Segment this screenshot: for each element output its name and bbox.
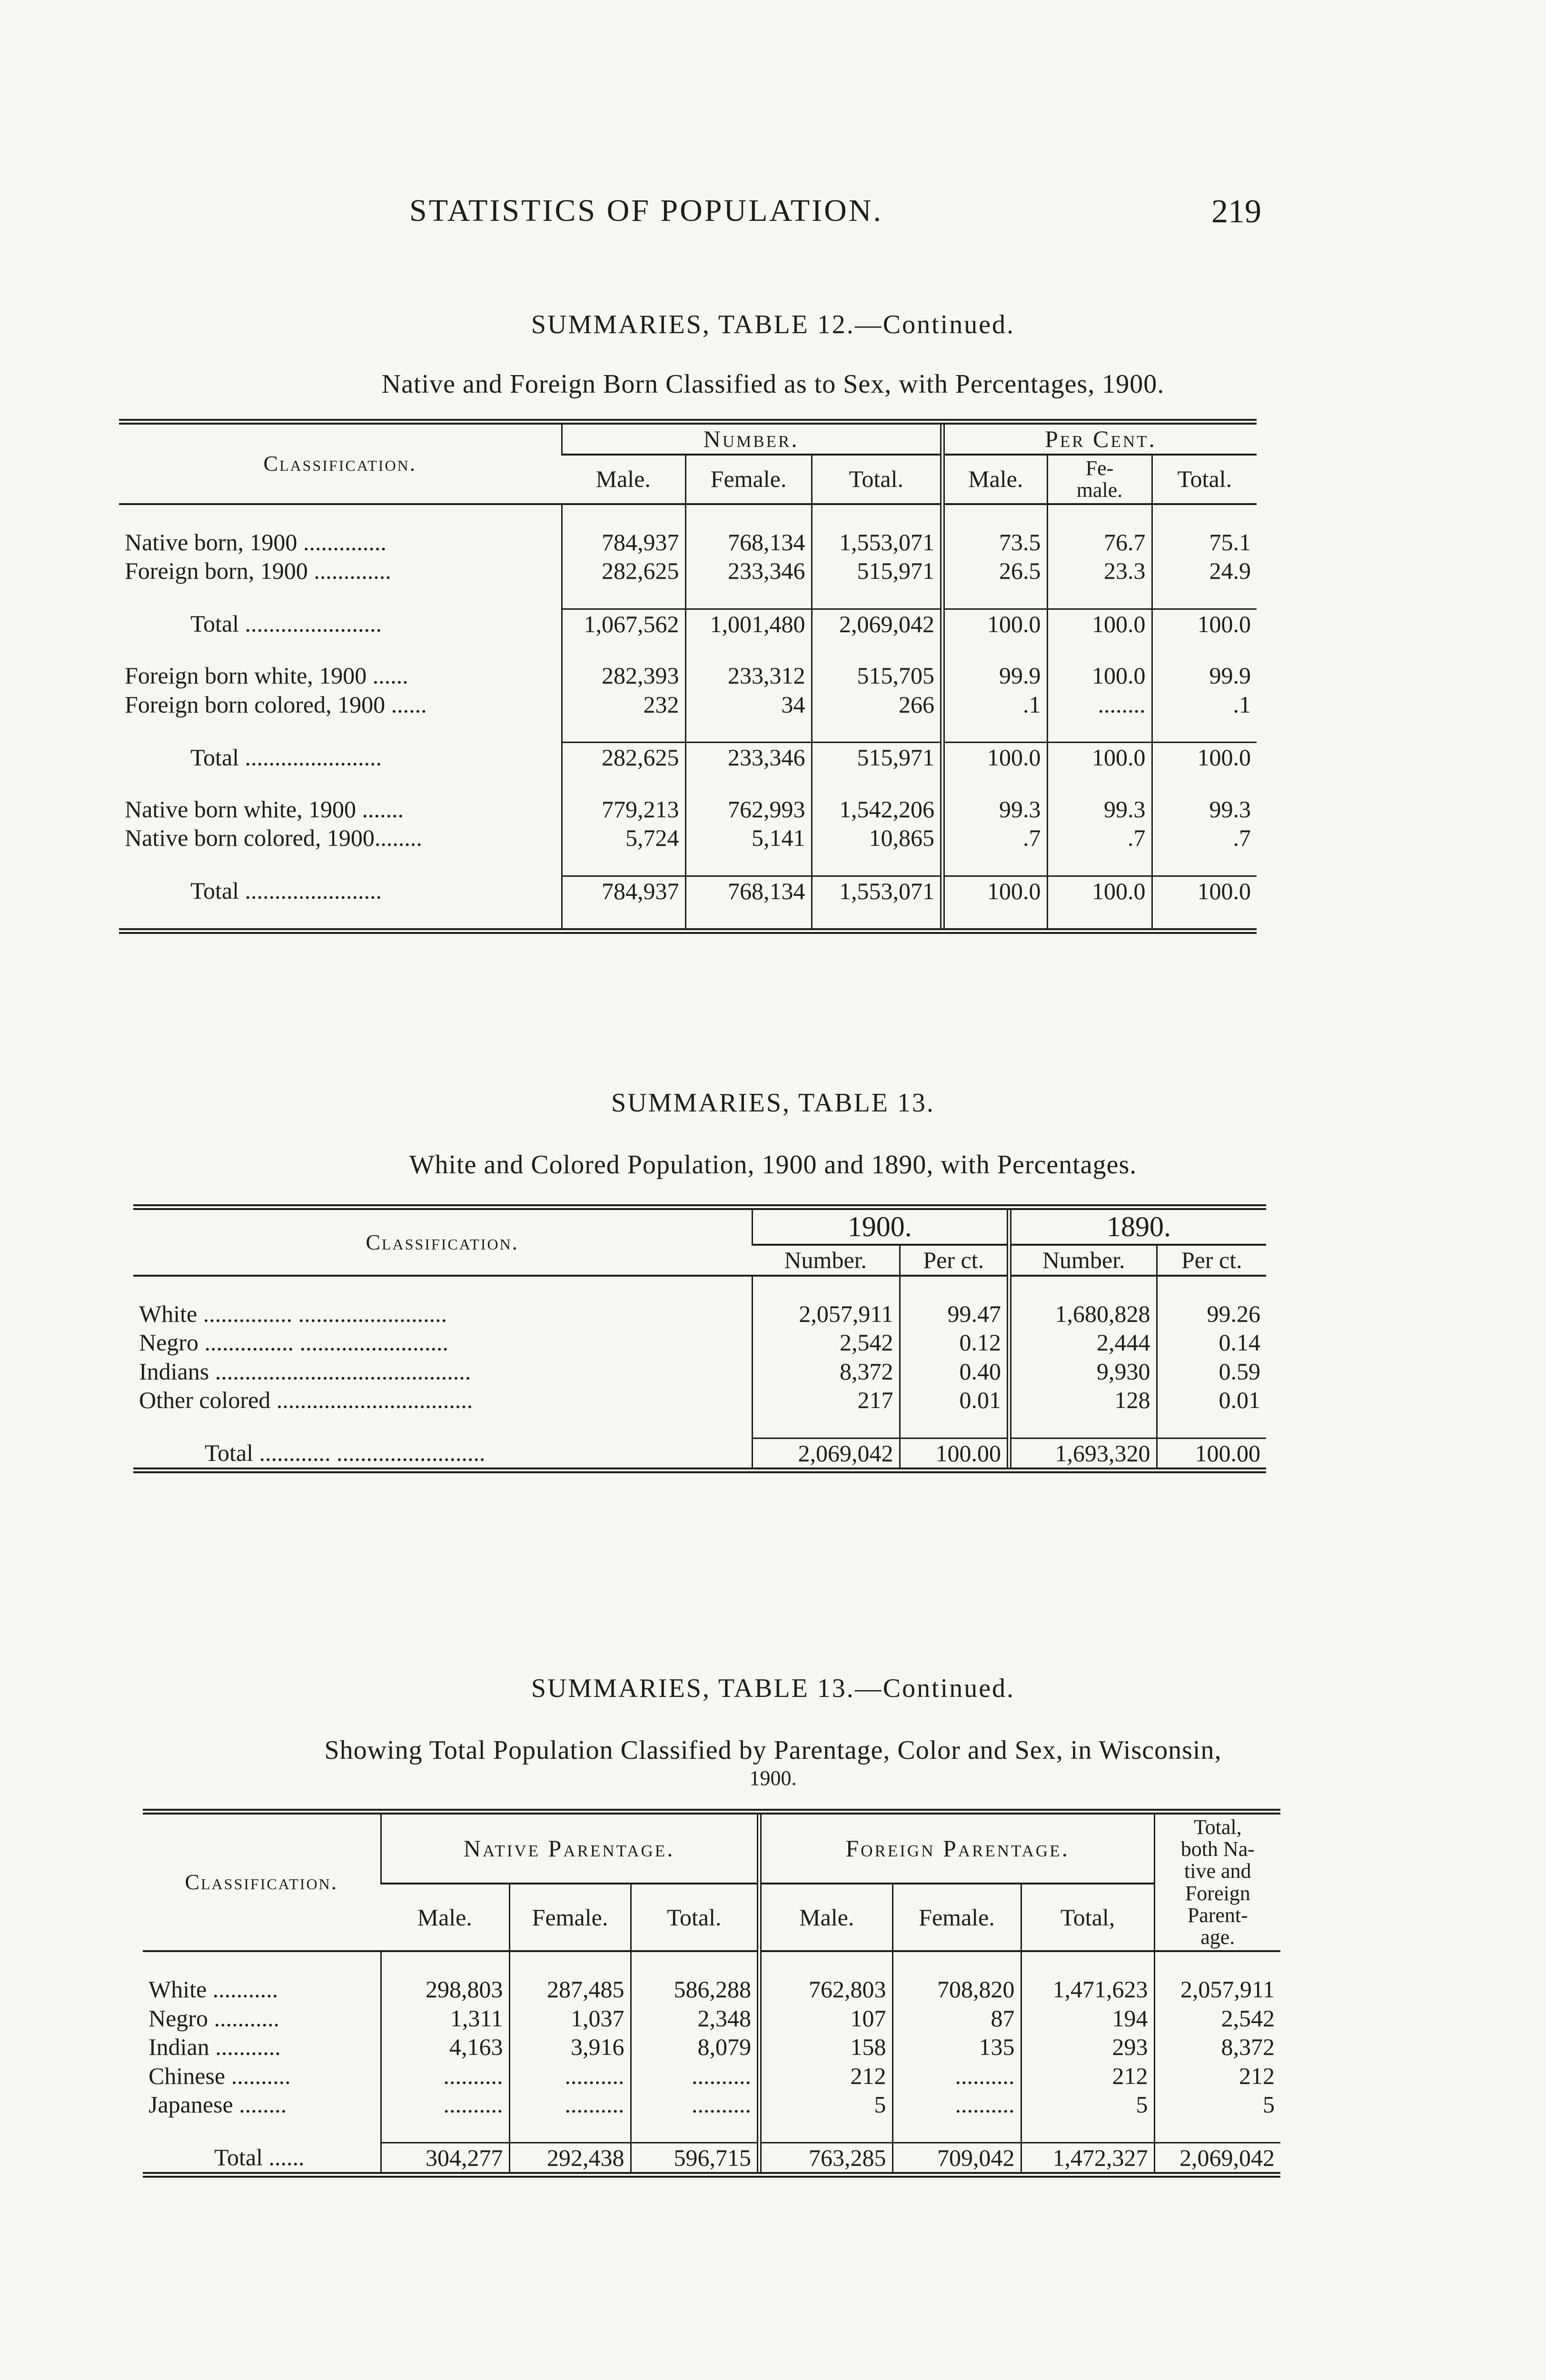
cell-value: 768,134 [685,528,812,557]
cell-value: 76.7 [1047,528,1152,557]
cell-value: 1,311 [381,2004,509,2033]
cell-value: .1 [1152,690,1257,719]
cell-value: 298,803 [381,1975,509,2004]
col-header: Number. [1009,1245,1157,1276]
spacer-row [133,1415,1266,1438]
spacer-row [119,772,1257,795]
row-label: Foreign born white, 1900 ...... [125,662,408,689]
cell-value: .......... [509,2090,631,2119]
cell-value: .......... [892,2062,1021,2091]
col-header: Male. [942,455,1047,504]
cell-value: 158 [759,2033,892,2062]
cell-value: 596,715 [631,2142,759,2175]
col-header: Male. [381,1884,509,1951]
table12-caption: SUMMARIES, TABLE 12.—Continued. [531,310,1015,339]
row-label: Foreign born, 1900 ............. [125,557,391,585]
cell-value: 292,438 [509,2142,631,2175]
cell-value: 763,285 [759,2142,892,2175]
cell-value: 779,213 [562,795,685,824]
cell-value: 1,472,327 [1021,2142,1154,2175]
row-label: Negro ........... [149,2004,279,2032]
cell-value: 5,724 [562,823,685,853]
row-label: Native born colored, 1900........ [125,824,422,852]
cell-value: 99.47 [900,1299,1009,1329]
row-label: Native born, 1900 .............. [125,528,386,555]
cell-value: 100.0 [1152,743,1257,772]
table-row [119,690,1257,719]
cell-value: 515,971 [812,556,942,585]
cell-value: 2,057,911 [1154,1975,1280,2004]
spacer-row [119,504,1257,528]
row-label: Total ....................... [190,877,382,904]
cell-value: 99.9 [1152,661,1257,690]
cell-value: 9,930 [1009,1357,1157,1386]
cell-value: 100.0 [942,609,1047,638]
cell-value: 99.9 [942,661,1047,690]
cell-value: 212 [1154,2062,1280,2091]
cell-value: 107 [759,2004,892,2033]
year-1900-header: 1900. [752,1207,1009,1245]
cell-value: 282,625 [562,556,685,585]
row-label: White ............... ......................... [139,1300,447,1327]
spacer-row [119,719,1257,743]
total-row [133,1438,1266,1470]
table-row [143,2090,1280,2119]
cell-value: 24.9 [1152,556,1257,585]
cell-value: 0.40 [900,1357,1009,1386]
cell-value: 2,069,042 [1154,2142,1280,2175]
page-header [114,188,1261,245]
cell-value: 266 [812,690,942,719]
cell-value: 2,542 [752,1328,900,1357]
cell-value: 232 [562,690,685,719]
cell-value: 233,312 [685,661,812,690]
cell-value: 586,288 [631,1975,759,2004]
table-row [143,2004,1280,2033]
cell-value: 194 [1021,2004,1154,2033]
cell-value: 1,553,071 [812,528,942,557]
cell-value: 233,346 [685,556,812,585]
cell-value: .7 [1047,823,1152,853]
table-row [119,823,1257,853]
row-label: Other colored ................................. [139,1387,473,1413]
cell-value: 2,069,042 [812,609,942,638]
cell-value: .......... [381,2062,509,2091]
table-row [143,2062,1280,2091]
col-header: Male. [562,455,685,504]
spacer-row [119,853,1257,876]
col-header: Number. [752,1245,900,1276]
cell-value: 128 [1009,1386,1157,1415]
cell-value: 100.0 [942,876,1047,905]
row-label: Total ....................... [190,610,382,637]
cell-value: .1 [942,690,1047,719]
cell-value: 0.01 [1157,1386,1266,1415]
total-row [119,876,1257,905]
table-row [143,1975,1280,2004]
cell-value: .......... [509,2062,631,2091]
row-label: Native born white, 1900 ....... [125,795,404,823]
table12 [119,419,1257,934]
col-header: Total. [1152,455,1257,504]
cell-value: ........ [1047,690,1152,719]
cell-value: 1,471,623 [1021,1975,1154,2004]
cell-value: 762,993 [685,795,812,824]
cell-value: 0.14 [1157,1328,1266,1357]
col-header: Total. [812,455,942,504]
cell-value: 100.0 [1152,609,1257,638]
cell-value: 100.0 [1047,609,1152,638]
number-group-header: Number. [562,422,942,455]
table-row [119,661,1257,690]
cell-value: 287,485 [509,1975,631,2004]
table-row [119,795,1257,824]
row-label: Foreign born colored, 1900 ...... [125,691,427,718]
cell-value: 23.3 [1047,556,1152,585]
cell-value: 515,705 [812,661,942,690]
cell-value: 282,625 [562,743,685,772]
row-label: Total ............ ......................... [205,1439,486,1466]
col-header: Female. [509,1884,631,1951]
row-label: Total ....................... [190,744,382,771]
cell-value: 100.0 [1047,661,1152,690]
classification-header: Classification. [143,1812,381,1951]
cell-value: 1,553,071 [812,876,942,905]
spacer-row [119,638,1257,661]
cell-value: 0.12 [900,1328,1009,1357]
table-row [133,1328,1266,1357]
cell-value: 26.5 [942,556,1047,585]
col-header: Male. [759,1884,892,1951]
cell-value: 212 [759,2062,892,2091]
cell-value: 0.01 [900,1386,1009,1415]
cell-value: 2,057,911 [752,1299,900,1329]
total-both-header: Total, both Na- tive and Foreign Parent- age. [1154,1812,1280,1951]
cell-value: 2,348 [631,2004,759,2033]
classification-header: Classification. [119,422,562,504]
cell-value: 4,163 [381,2033,509,2062]
cell-value: .......... [381,2090,509,2119]
col-header: Total. [631,1884,759,1951]
row-label: Negro ............... ......................... [139,1329,448,1356]
cell-value: 3,916 [509,2033,631,2062]
cell-value: 8,079 [631,2033,759,2062]
cell-value: 75.1 [1152,528,1257,557]
col-header: Female. [685,455,812,504]
cell-value: 87 [892,2004,1021,2033]
spacer-row [119,905,1257,931]
cell-value: 99.26 [1157,1299,1266,1329]
col-header: Fe- male. [1047,455,1152,504]
table13 [133,1204,1266,1473]
col-header: Per ct. [900,1245,1009,1276]
cell-value: 73.5 [942,528,1047,557]
table-row [119,556,1257,585]
cell-value: 708,820 [892,1975,1021,2004]
col-header: Female. [892,1884,1021,1951]
cell-value: 515,971 [812,743,942,772]
row-label: Japanese ........ [149,2091,287,2118]
table-row [133,1386,1266,1415]
table13-caption: SUMMARIES, TABLE 13. [611,1088,935,1118]
cell-value: 0.59 [1157,1357,1266,1386]
table13b-subtitle-line1: Showing Total Population Classified by Parentage, Color and Sex, in Wisconsin, [324,1735,1222,1765]
row-label: White ........... [149,1976,278,2003]
year-1890-header: 1890. [1009,1207,1266,1245]
cell-value: 2,542 [1154,2004,1280,2033]
cell-value: 5 [759,2090,892,2119]
cell-value: 2,444 [1009,1328,1157,1357]
cell-value: 233,346 [685,743,812,772]
percent-group-header: Per Cent. [942,422,1257,455]
col-header: Per ct. [1157,1245,1266,1276]
cell-value: 212 [1021,2062,1154,2091]
foreign-parentage-header: Foreign Parentage. [759,1812,1154,1884]
cell-value: 100.0 [942,743,1047,772]
cell-value: 100.00 [900,1438,1009,1470]
total-row [143,2142,1280,2175]
table-row [133,1299,1266,1329]
cell-value: 1,693,320 [1009,1438,1157,1470]
cell-value: 99.3 [1152,795,1257,824]
cell-value: .......... [631,2062,759,2091]
cell-value: 304,277 [381,2142,509,2175]
cell-value: 762,803 [759,1975,892,2004]
table12-subtitle: Native and Foreign Born Classified as to Sex, with Percentages, 1900. [381,369,1165,399]
table-row [133,1357,1266,1386]
table-row [119,528,1257,557]
cell-value: 8,372 [1154,2033,1280,2062]
spacer-row [143,2119,1280,2143]
cell-value: 1,037 [509,2004,631,2033]
cell-value: 709,042 [892,2142,1021,2175]
cell-value: 5,141 [685,823,812,853]
cell-value: 1,542,206 [812,795,942,824]
row-label: Total ...... [214,2143,305,2171]
cell-value: 1,001,480 [685,609,812,638]
row-label: Indian ........... [149,2033,281,2061]
table-row [143,2033,1280,2062]
spacer-row [119,585,1257,609]
running-title: STATISTICS OF POPULATION. [409,193,883,228]
spacer-row [133,1276,1266,1299]
cell-value: 1,067,562 [562,609,685,638]
table13-subtitle: White and Colored Population, 1900 and 1890, with Percentages. [409,1150,1137,1180]
native-parentage-header: Native Parentage. [381,1812,759,1884]
cell-value: 8,372 [752,1357,900,1386]
cell-value: .7 [942,823,1047,853]
cell-value: 1,680,828 [1009,1299,1157,1329]
cell-value: 100.0 [1047,743,1152,772]
cell-value: 100.0 [1047,876,1152,905]
table13b-caption: SUMMARIES, TABLE 13.—Continued. [531,1674,1015,1703]
row-label: Indians ........................................... [139,1358,471,1385]
col-header: Total, [1021,1884,1154,1951]
classification-header: Classification. [133,1207,752,1276]
cell-value: 34 [685,690,812,719]
row-label: Chinese .......... [149,2062,291,2089]
cell-value: 10,865 [812,823,942,853]
cell-value: 784,937 [562,876,685,905]
total-row [119,609,1257,638]
cell-value: 135 [892,2033,1021,2062]
cell-value: 5 [1154,2090,1280,2119]
cell-value: 282,393 [562,661,685,690]
spacer-row [143,1951,1280,1975]
cell-value: 2,069,042 [752,1438,900,1470]
page-number: 219 [1211,193,1261,230]
cell-value: 100.0 [1152,876,1257,905]
cell-value: .......... [892,2090,1021,2119]
cell-value: 99.3 [942,795,1047,824]
cell-value: .......... [631,2090,759,2119]
cell-value: 100.00 [1157,1438,1266,1470]
total-row [119,743,1257,772]
cell-value: 5 [1021,2090,1154,2119]
table13b-subtitle-line2: 1900. [749,1766,797,1790]
table13b [143,1809,1280,2178]
cell-value: 293 [1021,2033,1154,2062]
cell-value: .7 [1152,823,1257,853]
cell-value: 99.3 [1047,795,1152,824]
cell-value: 768,134 [685,876,812,905]
cell-value: 217 [752,1386,900,1415]
cell-value: 784,937 [562,528,685,557]
